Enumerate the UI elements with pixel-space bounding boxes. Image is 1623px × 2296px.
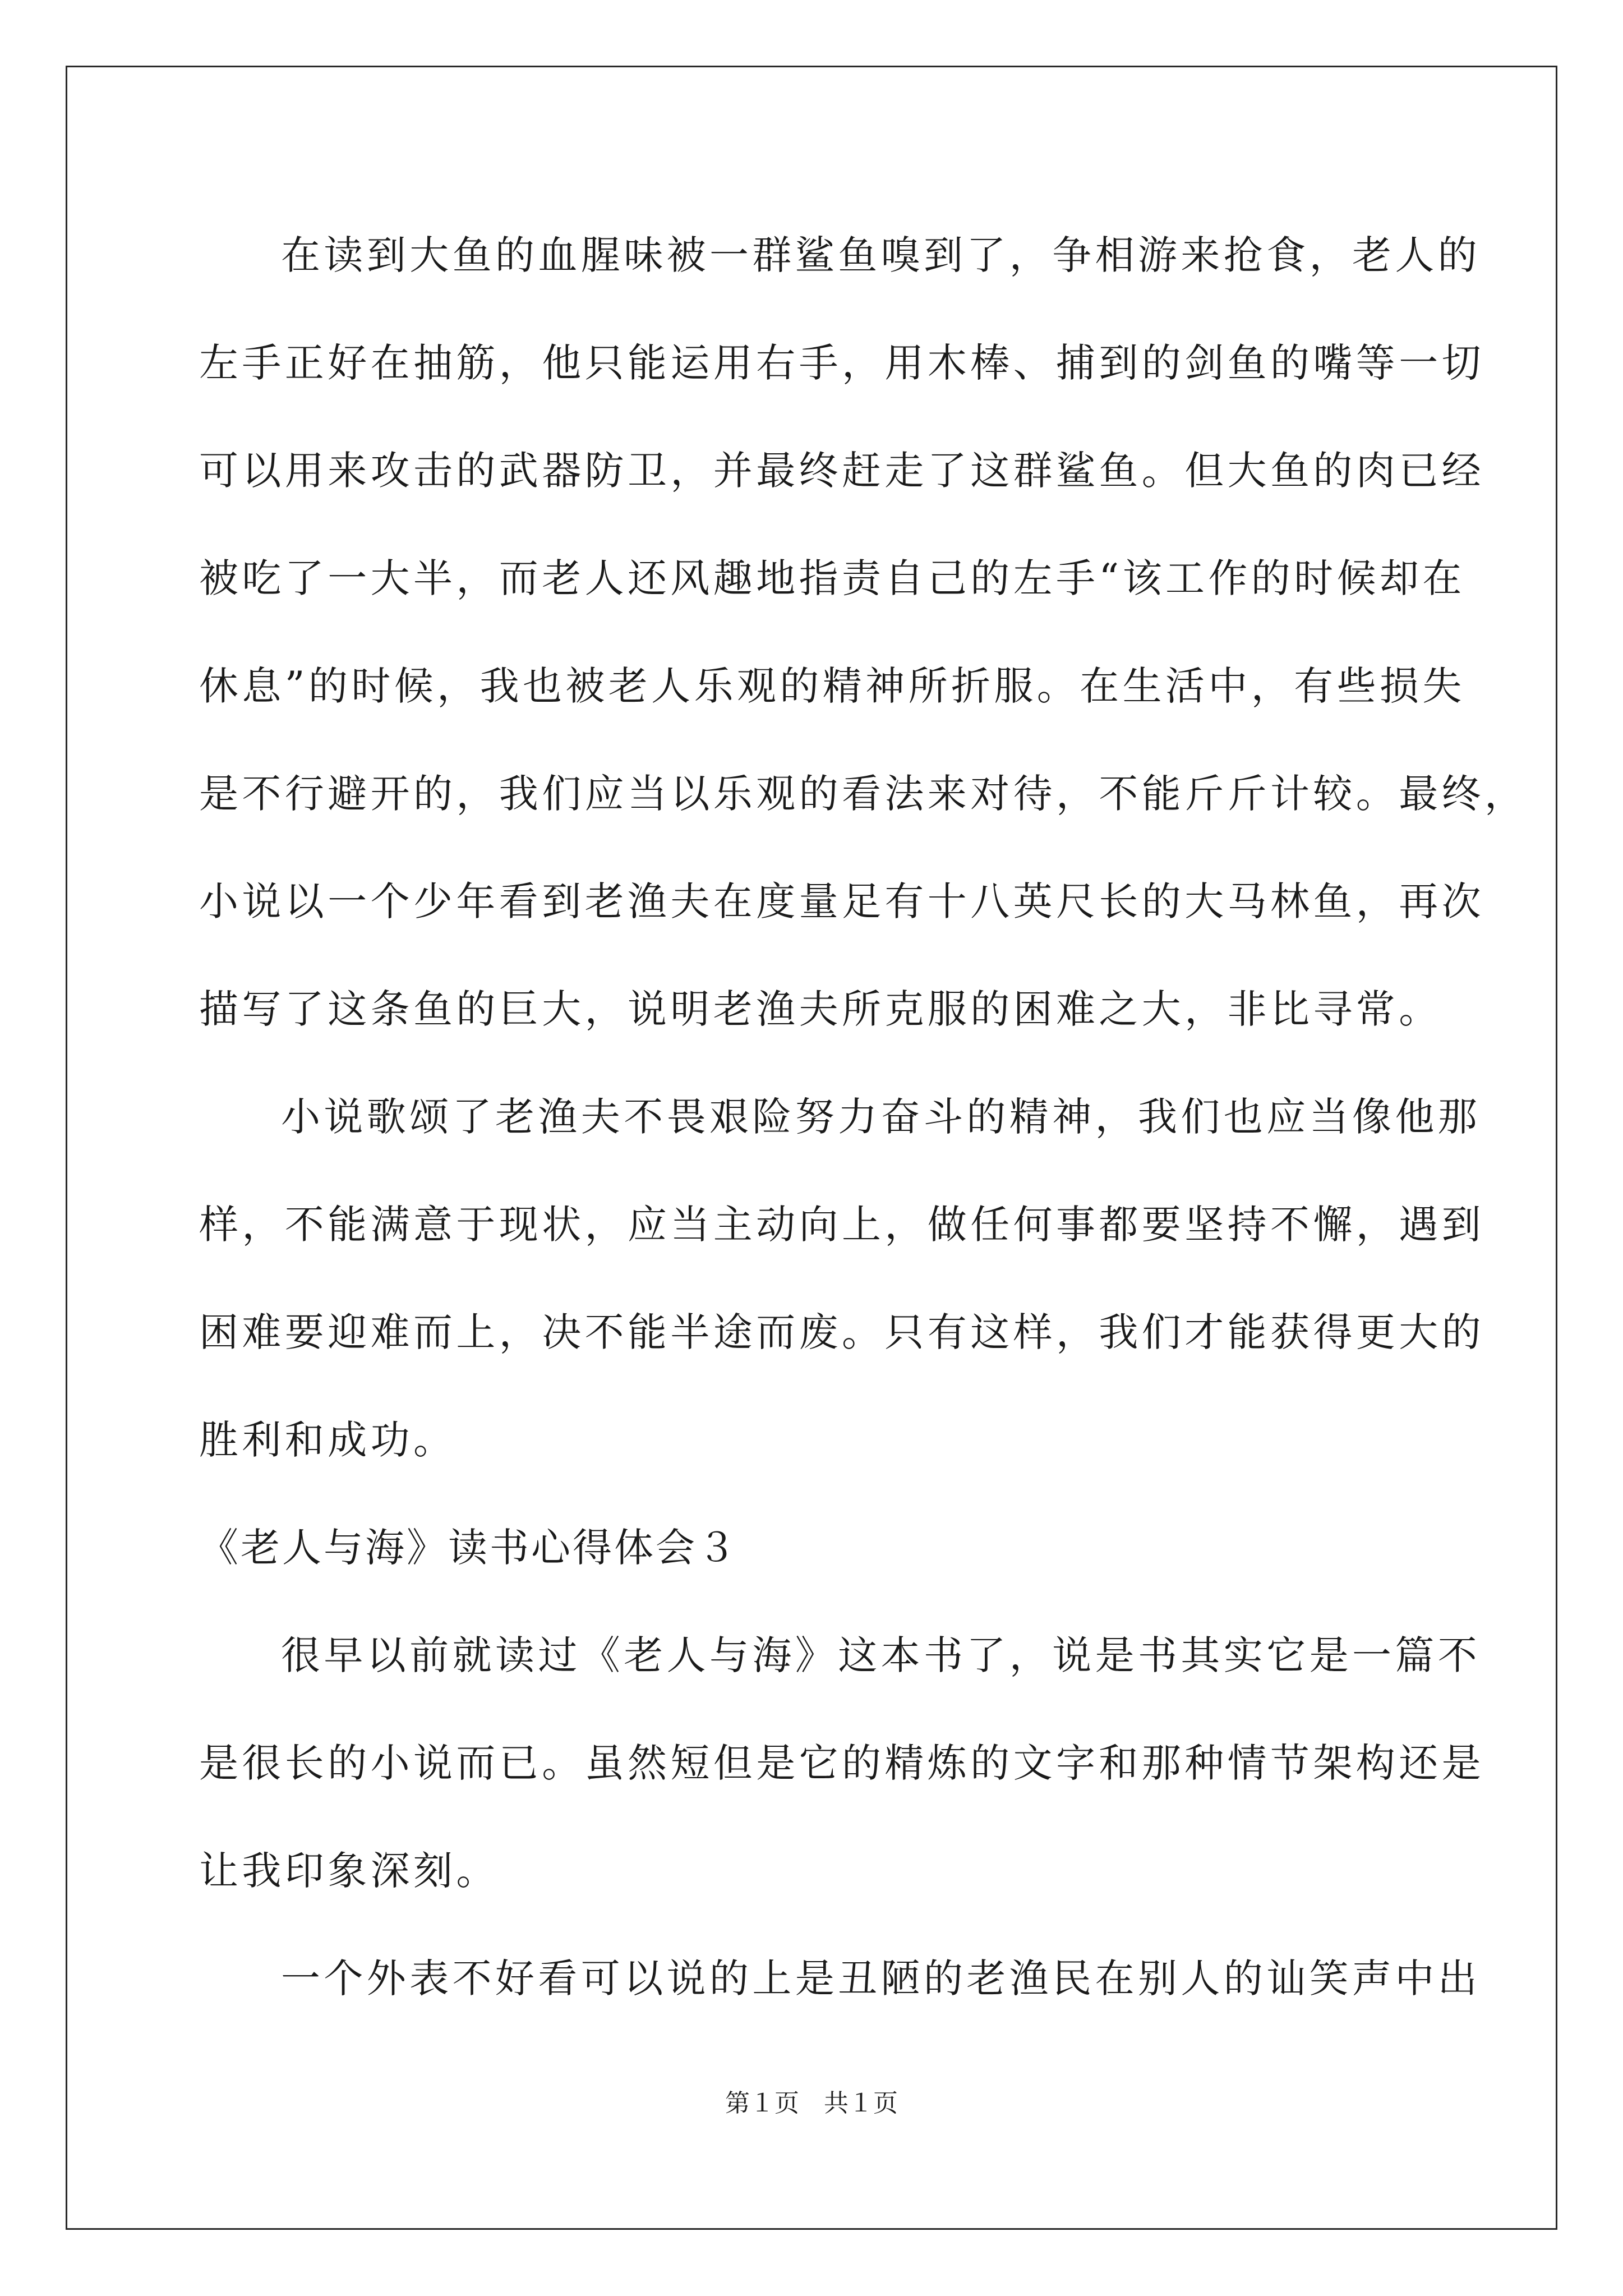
- paragraph-line: 左手正好在抽筋，他只能运用右手，用木棒、捕到的剑鱼的嘴等一切: [199, 340, 1484, 386]
- paragraph-line: 是很长的小说而已。虽然短但是它的精炼的文字和那种情节架构还是: [199, 1740, 1484, 1786]
- paragraph-line: 小说以一个少年看到老渔夫在度量足有十八英尺长的大马林鱼，再次: [199, 878, 1484, 924]
- paragraph-line: 休息”的时候，我也被老人乐观的精神所折服。在生活中，有些损失: [199, 663, 1465, 709]
- paragraph-line: 是不行避开的，我们应当以乐观的看法来对待，不能斤斤计较。最终，: [199, 771, 1528, 817]
- paragraph-line: 在读到大鱼的血腥味被一群鲨鱼嗅到了，争相游来抢食，老人的: [281, 232, 1481, 278]
- paragraph-line: 很早以前就读过《老人与海》这本书了，说是书其实它是一篇不: [281, 1632, 1481, 1678]
- paragraph-line: 小说歌颂了老渔夫不畏艰险努力奋斗的精神，我们也应当像他那: [281, 1094, 1481, 1140]
- section-heading: 《老人与海》读书心得体会３: [199, 1525, 739, 1571]
- paragraph-line: 困难要迎难而上，决不能半途而废。只有这样，我们才能获得更大的: [199, 1309, 1484, 1355]
- paragraph-line: 胜利和成功。: [199, 1417, 457, 1463]
- document-body: [199, 222, 1528, 2053]
- paragraph-line: 描写了这条鱼的巨大，说明老渔夫所克服的困难之大，非比寻常。: [199, 986, 1442, 1032]
- paragraph-line: 可以用来攻击的武器防卫，并最终赶走了这群鲨鱼。但大鱼的肉已经: [199, 448, 1484, 494]
- page-footer: 第１页 共１页: [725, 2089, 898, 2118]
- paragraph-line: 样，不能满意于现状，应当主动向上，做任何事都要坚持不懈，遇到: [199, 1202, 1484, 1248]
- paragraph-line: 一个外表不好看可以说的上是丑陋的老渔民在别人的讪笑声中出: [281, 1955, 1481, 2001]
- paragraph-line: 让我印象深刻。: [199, 1848, 499, 1894]
- paragraph-line: 被吃了一大半，而老人还风趣地指责自己的左手“该工作的时候却在: [199, 555, 1465, 601]
